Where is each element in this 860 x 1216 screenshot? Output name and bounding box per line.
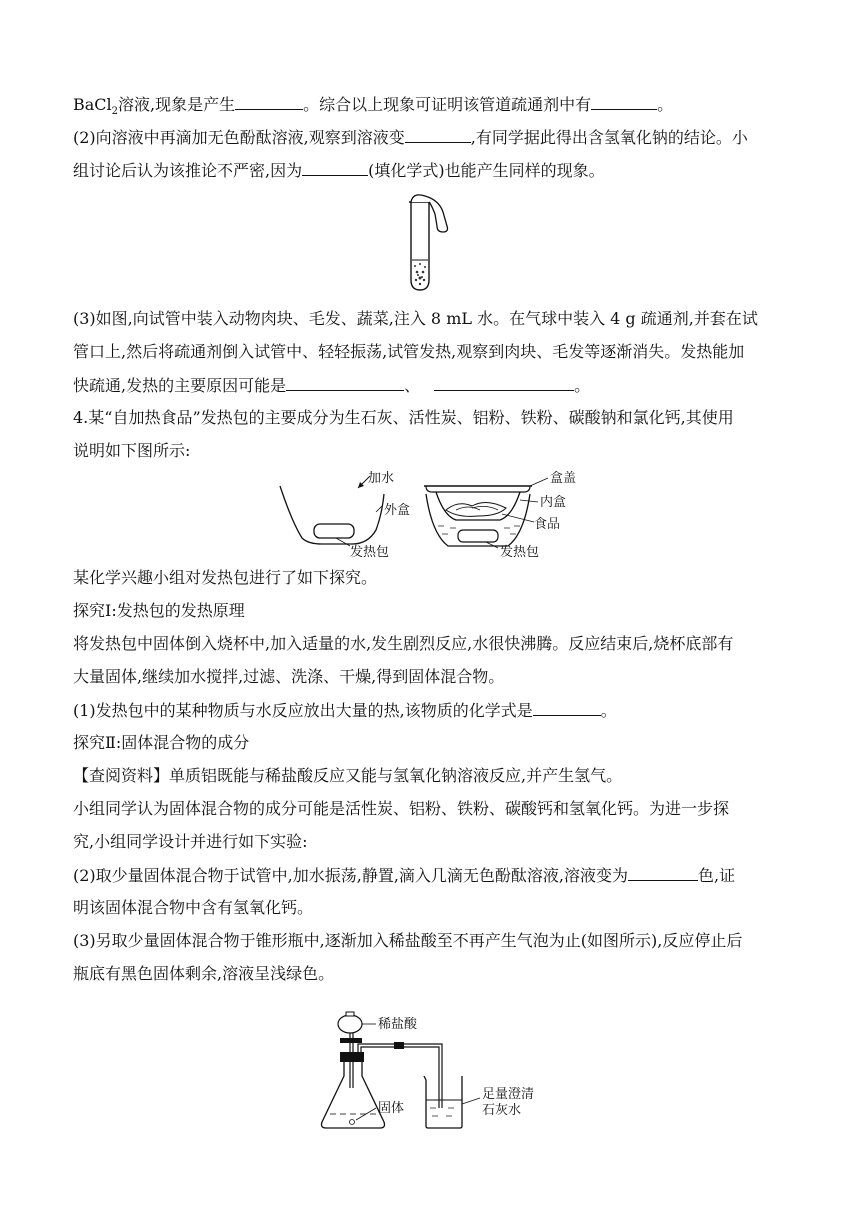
subscript: 2 <box>111 106 119 118</box>
text: (填化学式)也能产生同样的现象。 <box>368 161 605 180</box>
text: BaCl <box>73 95 112 114</box>
text: (1)发热包中的某种物质与水反应放出大量的热,该物质的化学式是 <box>73 701 533 720</box>
text-line: 小组同学认为固体混合物的成分可能是活性炭、铝粉、铁粉、碳酸钙和氢氧化钙。为进一步探 <box>73 799 730 818</box>
text-line: 究,小组同学设计并进行如下实验: <box>73 832 308 851</box>
text: 。 <box>657 95 674 114</box>
text-line: 将发热包中固体倒入烧杯中,加入适量的水,发生剧烈反应,水很快沸腾。反应结束后,烧杯底部有 <box>73 634 734 653</box>
text: 组讨论后认为该推论不严密,因为 <box>73 161 303 180</box>
label-outer-box: 外盒 <box>384 503 411 518</box>
heating-pack-figure <box>272 464 592 564</box>
label-heat-pack-right: 发热包 <box>500 545 540 560</box>
text-line <box>73 160 605 181</box>
label-limewater-1: 足量澄清 <box>482 1087 535 1102</box>
answer-blank[interactable] <box>533 700 601 716</box>
text: 。 <box>600 701 617 720</box>
label-food: 食品 <box>534 517 561 532</box>
answer-blank[interactable] <box>591 94 657 110</box>
answer-blank[interactable] <box>235 94 303 110</box>
text-line: 某化学兴趣小组对发热包进行了如下探究。 <box>73 568 378 587</box>
text: 色,证 <box>698 866 736 885</box>
text: 、 <box>404 376 421 395</box>
test-tube-balloon-figure <box>395 194 465 294</box>
text-line: 明该固体混合物中含有氢氧化钙。 <box>73 898 314 917</box>
label-lid: 盒盖 <box>550 471 577 486</box>
label-solid: 固体 <box>378 1101 405 1116</box>
text-line: 管口上,然后将疏通剂倒入试管中、轻轻振荡,试管发热,观察到肉块、毛发等逐渐消失。发热能加 <box>73 342 745 361</box>
text-line: (3)如图,向试管中装入动物肉块、毛发、蔬菜,注入 8 mL 水。在气球中装入 4 g 疏通剂,并套在试 <box>73 309 758 328</box>
section-title: 探究Ⅱ:固体混合物的成分 <box>73 733 250 752</box>
text: 。 <box>574 376 591 395</box>
text: 溶液,现象是产生 <box>118 95 236 114</box>
section-title: 探究Ⅰ:发热包的发热原理 <box>73 601 245 620</box>
answer-blank[interactable] <box>628 865 698 881</box>
label-add-water: 加水 <box>368 471 395 486</box>
text-line <box>73 375 590 396</box>
text: (2)取少量固体混合物于试管中,加水振荡,静置,滴入几滴无色酚酞溶液,溶液变为 <box>73 866 629 885</box>
label-limewater-2: 石灰水 <box>482 1103 522 1118</box>
text: (2)向溶液中再滴加无色酚酞溶液,观察到溶液变 <box>73 128 405 147</box>
text-line: (3)另取少量固体混合物于锥形瓶中,逐渐加入稀盐酸至不再产生气泡为止(如图所示),反应停止后 <box>73 931 743 950</box>
text-line: 大量固体,继续加水搅拌,过滤、洗涤、干燥,得到固体混合物。 <box>73 667 505 686</box>
answer-blank[interactable] <box>286 375 404 391</box>
text-line <box>73 700 617 721</box>
answer-blank[interactable] <box>405 127 471 143</box>
answer-blank[interactable] <box>434 375 574 391</box>
text: ,有同学据此得出含氢氧化钠的结论。小 <box>470 128 748 147</box>
text-line <box>73 94 673 122</box>
label-acid: 稀盐酸 <box>378 1017 418 1032</box>
text: 。综合以上现象可证明该管道疏通剂中有 <box>303 95 592 114</box>
text-line <box>73 127 748 148</box>
text-line: 说明如下图所示: <box>73 441 191 460</box>
text: 快疏通,发热的主要原因可能是 <box>73 376 287 395</box>
apparatus-figure <box>310 1008 570 1138</box>
label-heat-pack-left: 发热包 <box>350 545 390 560</box>
answer-blank[interactable] <box>302 160 368 176</box>
text-line <box>73 865 735 886</box>
text-line: 4.某“自加热食品”发热包的主要成分为生石灰、活性炭、铝粉、铁粉、碳酸钠和氯化钙,其使用 <box>73 408 734 427</box>
text-line: 瓶底有黑色固体剩余,溶液呈浅绿色。 <box>73 964 335 983</box>
label-inner-box: 内盒 <box>540 495 567 510</box>
reference-note: 【查阅资料】单质铝既能与稀盐酸反应又能与氢氧化钠溶液反应,并产生氢气。 <box>73 766 623 785</box>
